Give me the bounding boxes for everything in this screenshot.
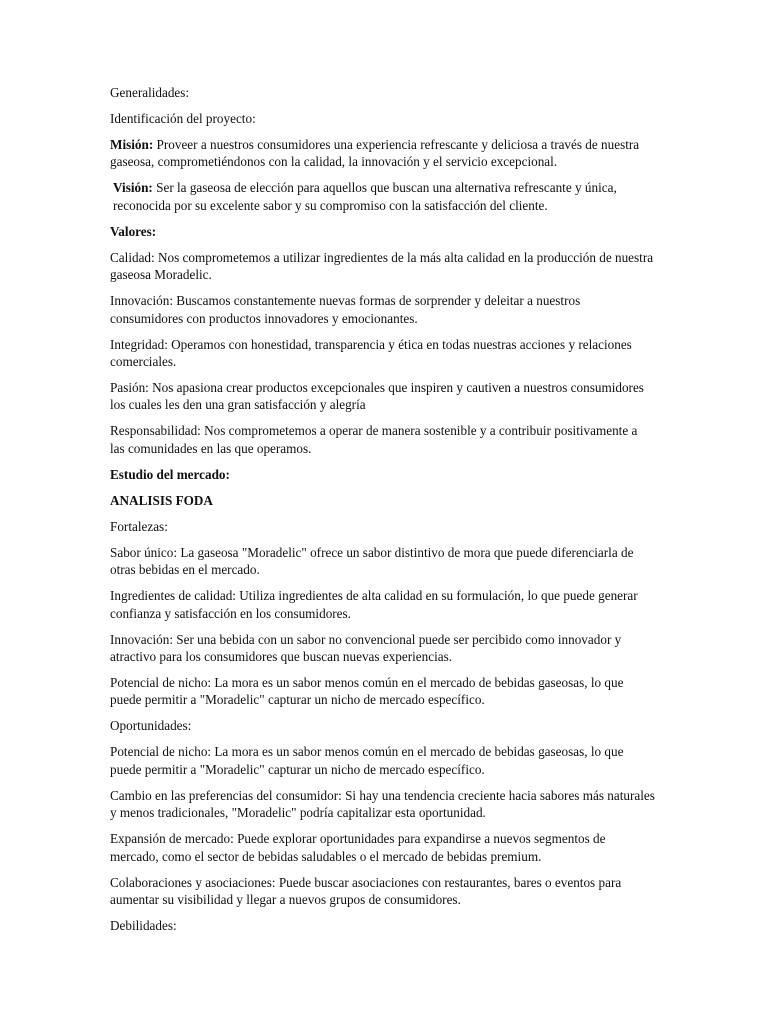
oportunidades-heading: Oportunidades: [110,718,192,734]
oportunidad-colaboraciones: Colaboraciones y asociaciones: Puede buscar asociaciones con restaurantes, bares o eventos para aumentar su visibilidad y llegar a nuevos grupos de consumidores. [110,874,622,908]
fortaleza-sabor-unico: Sabor único: La gaseosa "Moradelic" ofrece un sabor distintivo de mora que puede diferenciarla de otras bebidas en el mercado. [110,544,634,578]
mision-text: Proveer a nuestros consumidores una experiencia refrescante y deliciosa a través de nuestra gaseosa, comprometiéndonos con la calidad, la innovación y el servicio excepcional. [110,137,640,170]
estudio-mercado-heading: Estudio del mercado: [110,466,230,482]
valor-integridad: Integridad: Operamos con honestidad, transparencia y ética en todas nuestras acciones y relaciones comerciales. [110,336,632,370]
document-page [110,84,655,943]
vision-paragraph [110,179,655,214]
valor-pasion: Pasión: Nos apasiona crear productos excepcionales que inspiren y cautiven a nuestros consumidores los cuales les den una gran satisfacción y alegría [110,380,644,413]
debilidades-heading: Debilidades: [110,918,177,934]
mision-label: Misión: [110,137,154,152]
fortalezas-heading: Fortalezas: [110,518,168,534]
valor-calidad: Calidad: Nos comprometemos a utilizar ingredientes de la más alta calidad en la producción de nuestra gaseosa Moradelic. [110,249,654,283]
identificacion-heading: Identificación del proyecto: [110,111,256,126]
vision-label: Visión: [113,180,153,196]
valores-heading: Valores: [110,223,157,239]
fortaleza-innovacion: Innovación: Ser una bebida con un sabor no convencional puede ser percibido como innovador y atractivo para los consumidores que buscan nuevas experiencias. [110,631,622,665]
mision-paragraph [110,136,655,171]
fortaleza-potencial-nicho: Potencial de nicho: La mora es un sabor menos común en el mercado de bebidas gaseosas, lo que puede permitir a "Moradelic" capturar un nicho de mercado específico. [110,675,624,708]
oportunidad-expansion: Expansión de mercado: Puede explorar oportunidades para expandirse a nuevos segmentos de mercado, como el sector de bebidas saludables o el mercado de bebidas premium. [110,831,606,864]
oportunidad-potencial-nicho: Potencial de nicho: La mora es un sabor menos común en el mercado de bebidas gaseosas, lo que puede permitir a "Moradelic" capturar un nicho de mercado específico. [110,744,624,777]
oportunidad-cambio-preferencias: Cambio en las preferencias del consumidor: Si hay una tendencia creciente hacia sabores más naturales y menos tradicionales, "Moradelic" podría capitalizar esta oportunidad. [110,787,655,821]
analisis-foda-heading: ANALISIS FODA [110,492,213,508]
valor-innovacion: Innovación: Buscamos constantemente nuevas formas de sorprender y deleitar a nuestros consumidores con productos innovadores y emocionantes. [110,293,581,326]
valor-responsabilidad: Responsabilidad: Nos comprometemos a operar de manera sostenible y a contribuir positivamente a las comunidades en las que operamos. [110,423,638,456]
generalidades-heading: Generalidades: [110,85,190,100]
fortaleza-ingredientes: Ingredientes de calidad: Utiliza ingredientes de alta calidad en su formulación, lo que puede generar confianza y satisfacción en los consumidores. [110,588,638,621]
vision-text: Ser la gaseosa de elección para aquellos que buscan una alternativa refrescante y única, reconocida por su excelente sabor y su compromiso con la satisfacción del cliente. [113,180,617,213]
